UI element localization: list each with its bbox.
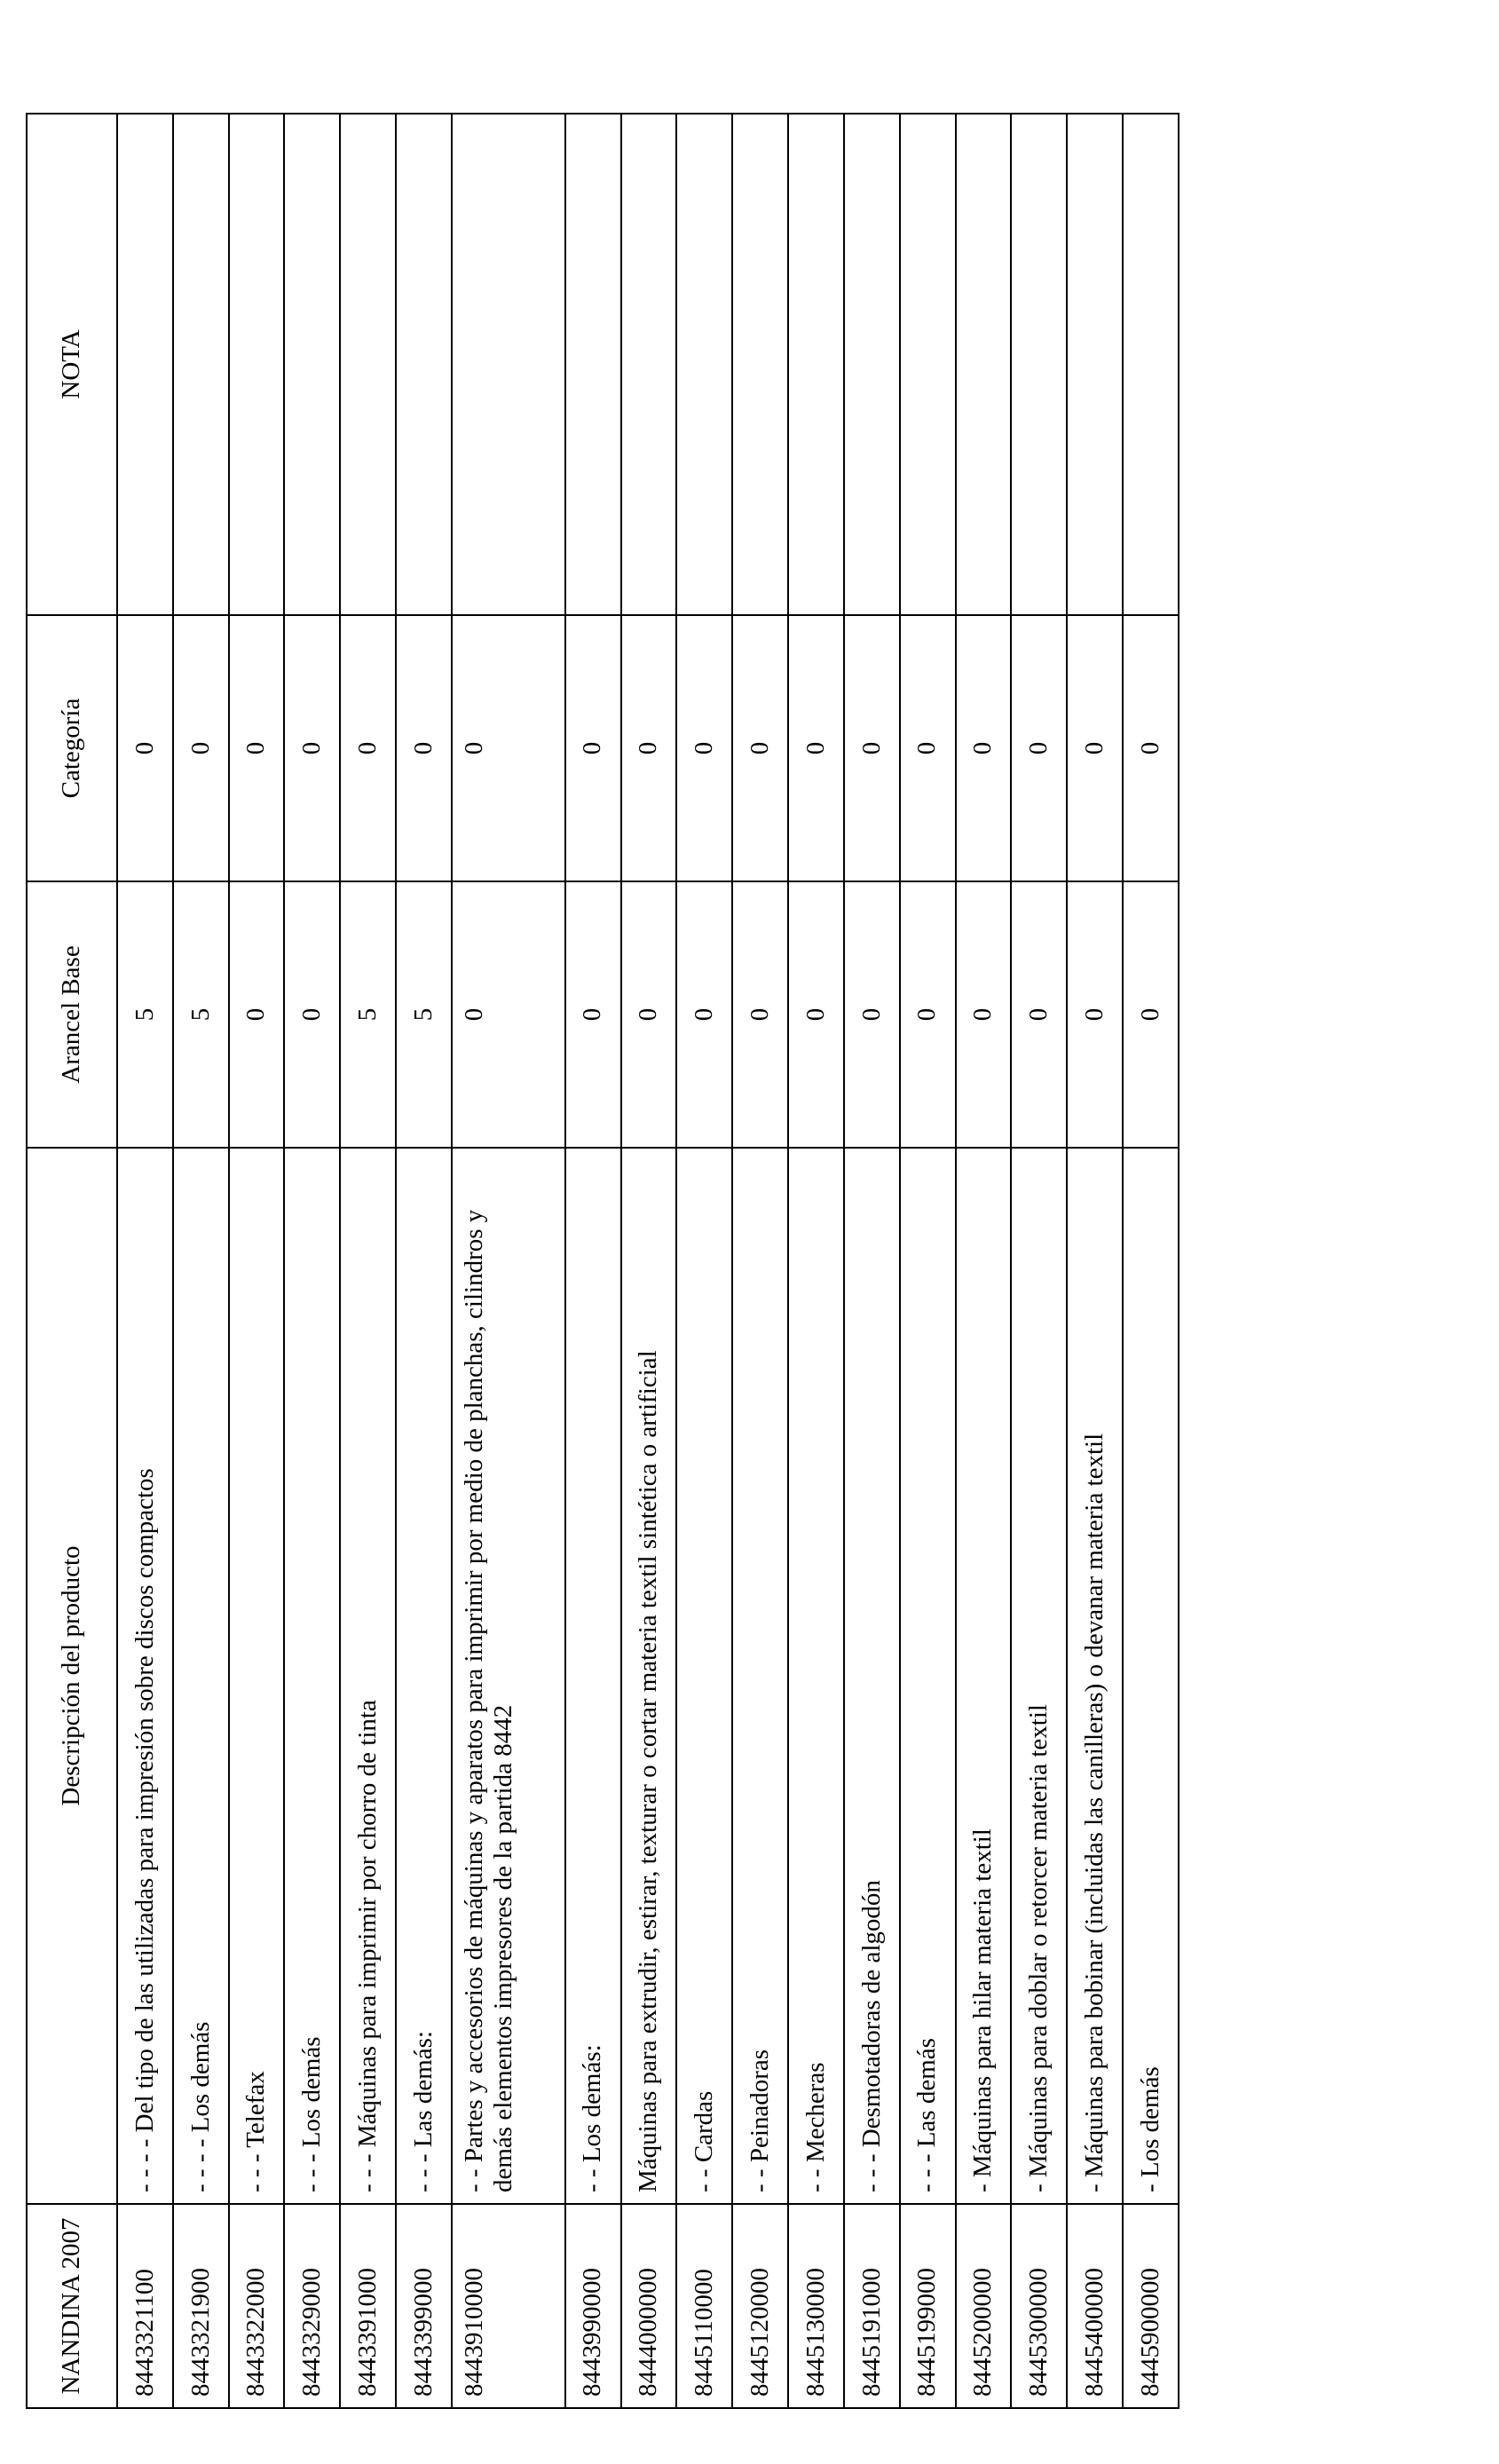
table-row xyxy=(565,114,621,2408)
cell-nota xyxy=(676,114,732,615)
cell-categoria: 0 xyxy=(788,615,844,881)
table-row xyxy=(956,114,1012,2408)
cell-nandina-code: 8443329000 xyxy=(284,2204,340,2408)
cell-categoria: 0 xyxy=(844,615,900,881)
cell-arancel-base: 5 xyxy=(340,881,396,1148)
cell-nandina-code: 8445300000 xyxy=(1011,2204,1067,2408)
rotated-page xyxy=(26,115,1179,2409)
table-row xyxy=(900,114,956,2408)
cell-nota xyxy=(340,114,396,615)
cell-arancel-base: 0 xyxy=(732,881,788,1148)
table-row xyxy=(1011,114,1067,2408)
table-row xyxy=(1067,114,1123,2408)
table-row xyxy=(340,114,396,2408)
cell-categoria: 0 xyxy=(340,615,396,881)
cell-description: - - Cardas xyxy=(676,1148,732,2204)
cell-nandina-code: 8443321100 xyxy=(117,2204,173,2408)
cell-nota xyxy=(900,114,956,615)
cell-nota xyxy=(452,114,565,615)
cell-categoria: 0 xyxy=(284,615,340,881)
cell-nota xyxy=(396,114,452,615)
cell-nota xyxy=(1067,114,1123,615)
cell-arancel-base: 0 xyxy=(844,881,900,1148)
cell-description: - - Mecheras xyxy=(788,1148,844,2204)
cell-nota xyxy=(956,114,1012,615)
cell-arancel-base: 0 xyxy=(1123,881,1179,1148)
table-row xyxy=(732,114,788,2408)
cell-nandina-code: 8445200000 xyxy=(956,2204,1012,2408)
cell-nota xyxy=(117,114,173,615)
cell-description: - - Peinadoras xyxy=(732,1148,788,2204)
cell-nota xyxy=(788,114,844,615)
header-descripcion: Descripción del producto xyxy=(27,1148,117,2204)
cell-categoria: 0 xyxy=(452,615,565,881)
cell-categoria: 0 xyxy=(565,615,621,881)
cell-arancel-base: 0 xyxy=(284,881,340,1148)
cell-arancel-base: 0 xyxy=(956,881,1012,1148)
cell-nandina-code: 8443990000 xyxy=(565,2204,621,2408)
cell-categoria: 0 xyxy=(396,615,452,881)
cell-arancel-base: 0 xyxy=(788,881,844,1148)
cell-nandina-code: 8445199000 xyxy=(900,2204,956,2408)
cell-nandina-code: 8445400000 xyxy=(1067,2204,1123,2408)
cell-nota xyxy=(229,114,285,615)
table-row xyxy=(173,114,229,2408)
cell-nandina-code: 8443391000 xyxy=(340,2204,396,2408)
cell-nota xyxy=(565,114,621,615)
cell-arancel-base: 5 xyxy=(117,881,173,1148)
cell-nandina-code: 8445110000 xyxy=(676,2204,732,2408)
cell-description: - - - Desmotadoras de algodón xyxy=(844,1148,900,2204)
cell-categoria: 0 xyxy=(956,615,1012,881)
table-body xyxy=(117,114,1179,2408)
cell-description: - Máquinas para doblar o retorcer materia textil xyxy=(1011,1148,1067,2204)
table-row xyxy=(117,114,173,2408)
cell-description: - Máquinas para bobinar (incluidas las canilleras) o devanar materia textil xyxy=(1067,1148,1123,2204)
cell-description: - - - Máquinas para imprimir por chorro de tinta xyxy=(340,1148,396,2204)
cell-nandina-code: 8445120000 xyxy=(732,2204,788,2408)
cell-arancel-base: 5 xyxy=(396,881,452,1148)
cell-nandina-code: 8445191000 xyxy=(844,2204,900,2408)
cell-categoria: 0 xyxy=(117,615,173,881)
cell-nota xyxy=(621,114,677,615)
cell-categoria: 0 xyxy=(1011,615,1067,881)
cell-categoria: 0 xyxy=(229,615,285,881)
table-row xyxy=(452,114,565,2408)
cell-categoria: 0 xyxy=(173,615,229,881)
header-arancel-base: Arancel Base xyxy=(27,881,117,1148)
cell-description: - - - Los demás xyxy=(284,1148,340,2204)
cell-categoria: 0 xyxy=(1123,615,1179,881)
cell-arancel-base: 0 xyxy=(452,881,565,1148)
cell-nota xyxy=(1011,114,1067,615)
cell-description: - - - - Del tipo de las utilizadas para impresión sobre discos compactos xyxy=(117,1148,173,2204)
table-row xyxy=(676,114,732,2408)
cell-categoria: 0 xyxy=(621,615,677,881)
cell-description: - - Partes y accesorios de máquinas y aparatos para imprimir por medio de planchas, cilindros y demás elementos impresores de la partida 8442 xyxy=(452,1148,565,2204)
cell-nandina-code: 8444000000 xyxy=(621,2204,677,2408)
cell-nandina-code: 8443399000 xyxy=(396,2204,452,2408)
cell-nandina-code: 8443910000 xyxy=(452,2204,565,2408)
cell-nota xyxy=(732,114,788,615)
cell-categoria: 0 xyxy=(676,615,732,881)
cell-categoria: 0 xyxy=(1067,615,1123,881)
cell-arancel-base: 0 xyxy=(565,881,621,1148)
header-row xyxy=(27,114,117,2408)
cell-description: - - - Telefax xyxy=(229,1148,285,2204)
cell-nandina-code: 8443322000 xyxy=(229,2204,285,2408)
table-row xyxy=(788,114,844,2408)
cell-arancel-base: 0 xyxy=(1067,881,1123,1148)
tariff-table xyxy=(26,113,1179,2409)
table-row xyxy=(621,114,677,2408)
table-row xyxy=(396,114,452,2408)
cell-nandina-code: 8445130000 xyxy=(788,2204,844,2408)
cell-nota xyxy=(1123,114,1179,615)
cell-nota xyxy=(284,114,340,615)
header-nota: NOTA xyxy=(27,114,117,615)
cell-description: - Los demás xyxy=(1123,1148,1179,2204)
cell-description: Máquinas para extrudir, estirar, texturar o cortar materia textil sintética o artificial xyxy=(621,1148,677,2204)
cell-categoria: 0 xyxy=(732,615,788,881)
cell-description: - - - Las demás xyxy=(900,1148,956,2204)
cell-description: - - - Las demás: xyxy=(396,1148,452,2204)
header-categoria: Categoría xyxy=(27,615,117,881)
header-nandina: NANDINA 2007 xyxy=(27,2204,117,2408)
table-row xyxy=(844,114,900,2408)
cell-description: - - Los demás: xyxy=(565,1148,621,2204)
cell-arancel-base: 5 xyxy=(173,881,229,1148)
cell-arancel-base: 0 xyxy=(229,881,285,1148)
cell-nota xyxy=(844,114,900,615)
cell-description: - - - - Los demás xyxy=(173,1148,229,2204)
cell-arancel-base: 0 xyxy=(900,881,956,1148)
cell-nandina-code: 8445900000 xyxy=(1123,2204,1179,2408)
cell-categoria: 0 xyxy=(900,615,956,881)
cell-description: - Máquinas para hilar materia textil xyxy=(956,1148,1012,2204)
table-row xyxy=(1123,114,1179,2408)
cell-nandina-code: 8443321900 xyxy=(173,2204,229,2408)
table-row xyxy=(284,114,340,2408)
table-row xyxy=(229,114,285,2408)
cell-arancel-base: 0 xyxy=(621,881,677,1148)
cell-arancel-base: 0 xyxy=(1011,881,1067,1148)
cell-arancel-base: 0 xyxy=(676,881,732,1148)
cell-nota xyxy=(173,114,229,615)
